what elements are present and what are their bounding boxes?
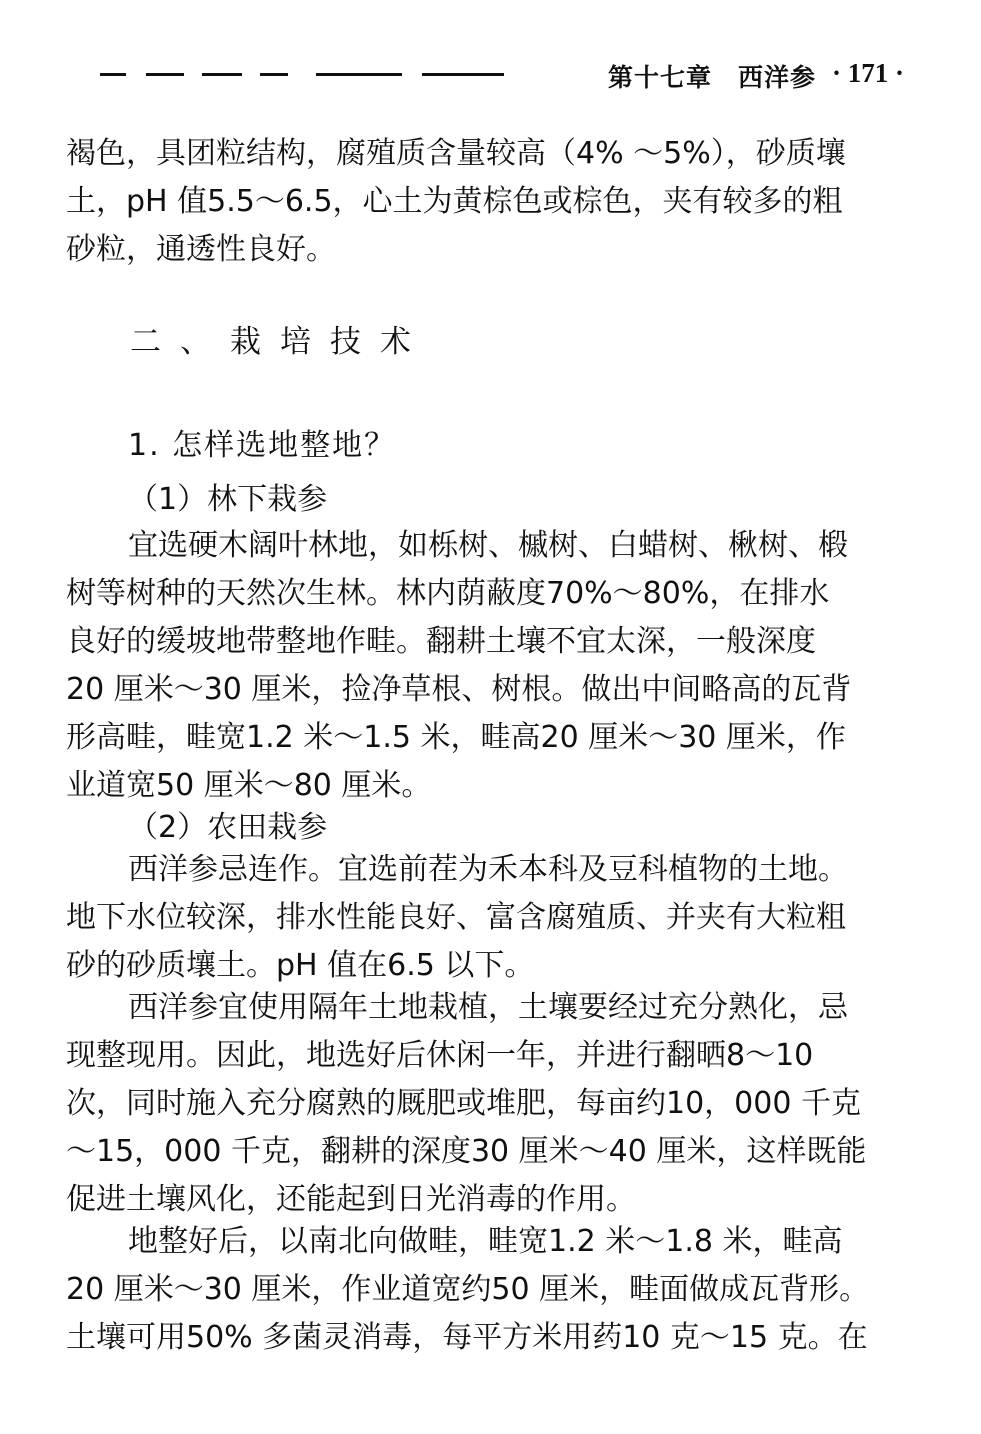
text-line: 次，同时施入充分腐熟的厩肥或堆肥，每亩约10，000 千克 xyxy=(66,1086,861,1121)
question-heading: 1. 怎样选地整地？ xyxy=(128,428,397,463)
text-line: 良好的缓坡地带整地作畦。翻耕土壤不宜太深，一般深度 xyxy=(66,624,816,659)
header-rule-segment xyxy=(316,73,402,76)
page-number: · 171 · xyxy=(832,58,905,88)
text-line: 20 厘米～30 厘米，作业道宽约50 厘米，畦面做成瓦背形。 xyxy=(66,1272,870,1307)
running-header xyxy=(100,56,905,96)
header-rule-segment xyxy=(422,73,504,76)
text-line: 业道宽50 厘米～80 厘米。 xyxy=(66,768,432,803)
text-line: 现整现用。因此，地选好后休闲一年，并进行翻晒8～10 xyxy=(66,1038,814,1073)
header-rule-segment xyxy=(260,73,288,76)
text-line: 西洋参宜使用隔年土地栽植，土壤要经过充分熟化，忌 xyxy=(128,990,848,1025)
header-rule-segment xyxy=(100,73,126,76)
text-line: 褐色，具团粒结构，腐殖质含量较高（4% ～5%），砂质壤 xyxy=(66,136,846,171)
text-line: 20 厘米～30 厘米，捡净草根、树根。做出中间略高的瓦背 xyxy=(66,672,852,707)
chapter-title: 第十七章 西洋参 xyxy=(608,63,817,92)
farmland-paragraph-1 xyxy=(66,846,888,990)
text-line: 西洋参忌连作。宜选前茬为禾本科及豆科植物的土地。 xyxy=(128,852,848,887)
text-line: 砂粒，通透性良好。 xyxy=(66,232,336,267)
text-line: 砂的砂质壤土。pH 值在6.5 以下。 xyxy=(66,948,535,983)
text-line: 促进土壤风化，还能起到日光消毒的作用。 xyxy=(66,1182,636,1217)
text-line: 土壤可用50% 多菌灵消毒，每平方米用药10 克～15 克。在 xyxy=(66,1320,868,1355)
subsection-heading-farmland: （2）农田栽参 xyxy=(128,810,328,845)
intro-paragraph xyxy=(66,130,888,274)
subsection-heading-forest: （1）林下栽参 xyxy=(128,482,328,517)
section-heading: 二、栽培技术 xyxy=(130,324,430,360)
header-rule-segment xyxy=(202,73,242,76)
header-rule-segment xyxy=(146,73,184,76)
text-line: 宜选硬木阔叶林地，如栎树、槭树、白蜡树、楸树、椴 xyxy=(128,528,848,563)
text-line: 地下水位较深，排水性能良好、富含腐殖质、并夹有大粒粗 xyxy=(66,900,846,935)
text-line: 土，pH 值5.5～6.5，心土为黄棕色或棕色，夹有较多的粗 xyxy=(66,184,843,219)
farmland-paragraph-2 xyxy=(66,984,888,1224)
text-line: 形高畦，畦宽1.2 米～1.5 米，畦高20 厘米～30 厘米，作 xyxy=(66,720,846,755)
text-line: ～15，000 千克，翻耕的深度30 厘米～40 厘米，这样既能 xyxy=(66,1134,867,1169)
text-line: 地整好后，以南北向做畦，畦宽1.2 米～1.8 米，畦高 xyxy=(128,1224,843,1259)
farmland-paragraph-3 xyxy=(66,1218,888,1362)
text-line: 树等树种的天然次生林。林内荫蔽度70%～80%，在排水 xyxy=(66,576,830,611)
forest-paragraph xyxy=(66,522,888,810)
